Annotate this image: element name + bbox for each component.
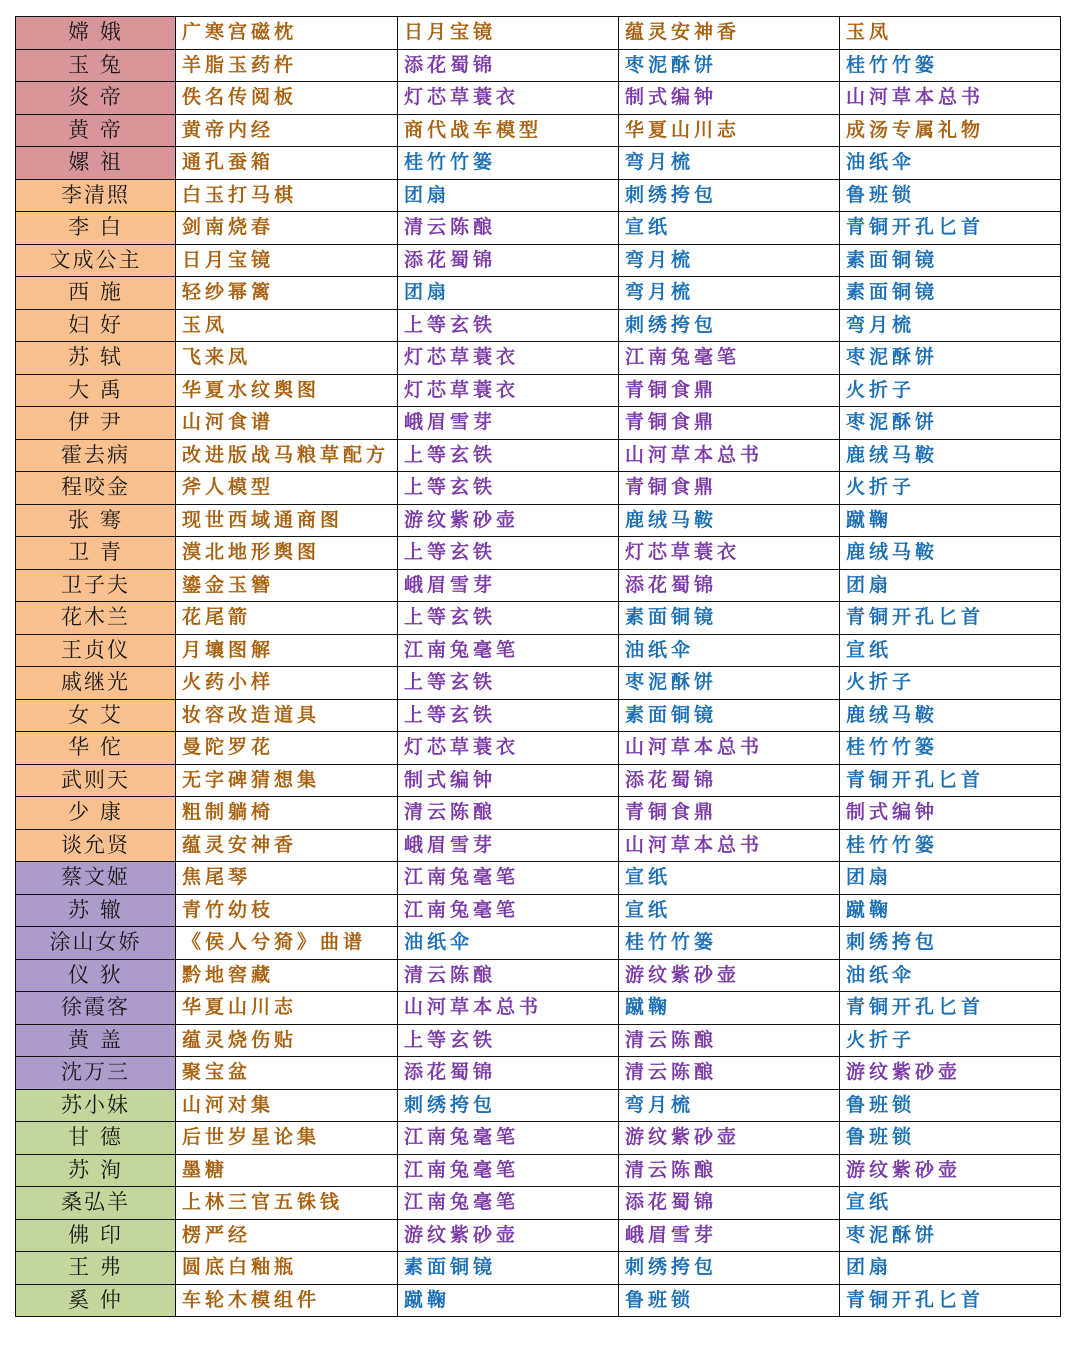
- table-row: [16, 504, 1061, 537]
- table-row: [16, 959, 1061, 992]
- gift-cell-3[interactable]: 弯月梳: [619, 277, 840, 310]
- gift-cell-4[interactable]: 桂竹竹篓: [840, 49, 1061, 82]
- character-name-cell[interactable]: 苏 辙: [16, 894, 176, 927]
- gift-cell-1[interactable]: 通孔蚕箱: [176, 147, 398, 180]
- table-row: [16, 1024, 1061, 1057]
- gift-cell-2[interactable]: 江南兔毫笔: [398, 862, 619, 895]
- table-row: [16, 439, 1061, 472]
- gift-cell-4[interactable]: 桂竹竹篓: [840, 829, 1061, 862]
- gift-cell-4[interactable]: 玉凤: [840, 17, 1061, 50]
- table-row: [16, 862, 1061, 895]
- gift-cell-1[interactable]: 山河对集: [176, 1089, 398, 1122]
- table-row: [16, 829, 1061, 862]
- gift-cell-3[interactable]: 峨眉雪芽: [619, 1219, 840, 1252]
- character-name-cell[interactable]: 卫 青: [16, 537, 176, 570]
- gift-cell-3[interactable]: 游纹紫砂壶: [619, 959, 840, 992]
- gift-cell-4[interactable]: 弯月梳: [840, 309, 1061, 342]
- gift-cell-2[interactable]: 上等玄铁: [398, 699, 619, 732]
- character-name-cell[interactable]: 苏 轼: [16, 342, 176, 375]
- gift-cell-4[interactable]: 成汤专属礼物: [840, 114, 1061, 147]
- character-name-cell[interactable]: 卫子夫: [16, 569, 176, 602]
- table-row: [16, 797, 1061, 830]
- gift-cell-4[interactable]: 火折子: [840, 472, 1061, 505]
- gift-cell-3[interactable]: 刺绣挎包: [619, 1252, 840, 1285]
- gift-cell-4[interactable]: 制式编钟: [840, 797, 1061, 830]
- character-name-cell[interactable]: 涂山女娇: [16, 927, 176, 960]
- gift-cell-2[interactable]: 游纹紫砂壶: [398, 1219, 619, 1252]
- gift-cell-3[interactable]: 山河草本总书: [619, 829, 840, 862]
- gift-cell-1[interactable]: 《侯人兮猗》曲谱: [176, 927, 398, 960]
- gift-cell-1[interactable]: 无字碑猜想集: [176, 764, 398, 797]
- gift-cell-2[interactable]: 上等玄铁: [398, 309, 619, 342]
- character-name-cell[interactable]: 桑弘羊: [16, 1187, 176, 1220]
- gift-cell-2[interactable]: 团扇: [398, 179, 619, 212]
- character-name-cell[interactable]: 嫦 娥: [16, 17, 176, 50]
- gift-cell-1[interactable]: 山河食谱: [176, 407, 398, 440]
- gift-cell-4[interactable]: 火折子: [840, 667, 1061, 700]
- character-name-cell[interactable]: 武则天: [16, 764, 176, 797]
- gift-cell-1[interactable]: 焦尾琴: [176, 862, 398, 895]
- character-name-cell[interactable]: 苏小妹: [16, 1089, 176, 1122]
- gift-cell-2[interactable]: 灯芯草蓑衣: [398, 82, 619, 115]
- gift-cell-2[interactable]: 添花蜀锦: [398, 244, 619, 277]
- gift-cell-1[interactable]: 飞来凤: [176, 342, 398, 375]
- gift-cell-1[interactable]: 车轮木模组件: [176, 1284, 398, 1317]
- gift-cell-2[interactable]: 峨眉雪芽: [398, 569, 619, 602]
- gift-cell-3[interactable]: 游纹紫砂壶: [619, 1122, 840, 1155]
- gift-cell-3[interactable]: 添花蜀锦: [619, 1187, 840, 1220]
- character-name-cell[interactable]: 徐霞客: [16, 992, 176, 1025]
- gift-cell-2[interactable]: 清云陈酿: [398, 797, 619, 830]
- table-row: [16, 927, 1061, 960]
- gift-cell-3[interactable]: 青铜食鼎: [619, 374, 840, 407]
- gift-table-body: [16, 17, 1061, 1317]
- gift-cell-3[interactable]: 清云陈酿: [619, 1154, 840, 1187]
- table-row: [16, 17, 1061, 50]
- gift-cell-2[interactable]: 油纸伞: [398, 927, 619, 960]
- gift-cell-2[interactable]: 灯芯草蓑衣: [398, 342, 619, 375]
- gift-cell-4[interactable]: 素面铜镜: [840, 277, 1061, 310]
- gift-cell-3[interactable]: 宣纸: [619, 212, 840, 245]
- gift-cell-2[interactable]: 商代战车模型: [398, 114, 619, 147]
- gift-cell-4[interactable]: 枣泥酥饼: [840, 342, 1061, 375]
- table-row: [16, 764, 1061, 797]
- gift-cell-1[interactable]: 玉凤: [176, 309, 398, 342]
- character-name-cell[interactable]: 伊 尹: [16, 407, 176, 440]
- gift-cell-2[interactable]: 团扇: [398, 277, 619, 310]
- gift-cell-3[interactable]: 弯月梳: [619, 147, 840, 180]
- gift-cell-2[interactable]: 江南兔毫笔: [398, 1187, 619, 1220]
- table-row: [16, 472, 1061, 505]
- gift-cell-1[interactable]: 斧人模型: [176, 472, 398, 505]
- table-row: [16, 732, 1061, 765]
- gift-cell-4[interactable]: 山河草本总书: [840, 82, 1061, 115]
- gift-cell-4[interactable]: 枣泥酥饼: [840, 1219, 1061, 1252]
- gift-cell-1[interactable]: 广寒宫磁枕: [176, 17, 398, 50]
- gift-cell-4[interactable]: 鲁班锁: [840, 1122, 1061, 1155]
- table-row: [16, 374, 1061, 407]
- gift-cell-2[interactable]: 蹴鞠: [398, 1284, 619, 1317]
- character-name-cell[interactable]: 甘 德: [16, 1122, 176, 1155]
- table-row: [16, 602, 1061, 635]
- table-row: [16, 1252, 1061, 1285]
- gift-cell-3[interactable]: 宣纸: [619, 894, 840, 927]
- gift-cell-1[interactable]: 后世岁星论集: [176, 1122, 398, 1155]
- gift-cell-4[interactable]: 游纹紫砂壶: [840, 1057, 1061, 1090]
- gift-cell-3[interactable]: 清云陈酿: [619, 1057, 840, 1090]
- gift-cell-3[interactable]: 枣泥酥饼: [619, 49, 840, 82]
- character-name-cell[interactable]: 张 骞: [16, 504, 176, 537]
- table-row: [16, 1089, 1061, 1122]
- gift-cell-4[interactable]: 油纸伞: [840, 147, 1061, 180]
- gift-cell-1[interactable]: 聚宝盆: [176, 1057, 398, 1090]
- gift-cell-3[interactable]: 添花蜀锦: [619, 764, 840, 797]
- gift-cell-3[interactable]: 青铜食鼎: [619, 797, 840, 830]
- gift-cell-1[interactable]: 月壤图解: [176, 634, 398, 667]
- gift-table: [15, 16, 1061, 1317]
- gift-cell-4[interactable]: 青铜开孔匕首: [840, 992, 1061, 1025]
- table-row: [16, 569, 1061, 602]
- gift-cell-2[interactable]: 上等玄铁: [398, 1024, 619, 1057]
- gift-cell-2[interactable]: 灯芯草蓑衣: [398, 732, 619, 765]
- gift-cell-1[interactable]: 华夏山川志: [176, 992, 398, 1025]
- gift-cell-4[interactable]: 鹿绒马鞍: [840, 699, 1061, 732]
- gift-cell-3[interactable]: 山河草本总书: [619, 439, 840, 472]
- gift-cell-2[interactable]: 制式编钟: [398, 764, 619, 797]
- gift-cell-2[interactable]: 游纹紫砂壶: [398, 504, 619, 537]
- table-row: [16, 992, 1061, 1025]
- gift-cell-1[interactable]: 羊脂玉药杵: [176, 49, 398, 82]
- gift-cell-2[interactable]: 桂竹竹篓: [398, 147, 619, 180]
- gift-cell-1[interactable]: 圆底白釉瓶: [176, 1252, 398, 1285]
- character-name-cell[interactable]: 大 禹: [16, 374, 176, 407]
- gift-cell-3[interactable]: 青铜食鼎: [619, 472, 840, 505]
- gift-cell-3[interactable]: 灯芯草蓑衣: [619, 537, 840, 570]
- gift-cell-3[interactable]: 山河草本总书: [619, 732, 840, 765]
- gift-cell-2[interactable]: 日月宝镜: [398, 17, 619, 50]
- gift-cell-1[interactable]: 白玉打马棋: [176, 179, 398, 212]
- gift-cell-4[interactable]: 鲁班锁: [840, 1089, 1061, 1122]
- gift-cell-4[interactable]: 团扇: [840, 569, 1061, 602]
- gift-cell-2[interactable]: 添花蜀锦: [398, 49, 619, 82]
- gift-cell-4[interactable]: 鹿绒马鞍: [840, 439, 1061, 472]
- gift-cell-3[interactable]: 鲁班锁: [619, 1284, 840, 1317]
- table-row: [16, 699, 1061, 732]
- gift-cell-1[interactable]: 漠北地形舆图: [176, 537, 398, 570]
- gift-cell-1[interactable]: 轻纱幂篱: [176, 277, 398, 310]
- character-name-cell[interactable]: 王贞仪: [16, 634, 176, 667]
- gift-cell-2[interactable]: 江南兔毫笔: [398, 1154, 619, 1187]
- gift-cell-4[interactable]: 鹿绒马鞍: [840, 537, 1061, 570]
- gift-cell-2[interactable]: 上等玄铁: [398, 537, 619, 570]
- table-row: [16, 407, 1061, 440]
- gift-cell-2[interactable]: 山河草本总书: [398, 992, 619, 1025]
- table-row: [16, 244, 1061, 277]
- gift-cell-2[interactable]: 上等玄铁: [398, 667, 619, 700]
- table-row: [16, 894, 1061, 927]
- table-row: [16, 1219, 1061, 1252]
- gift-cell-4[interactable]: 青铜开孔匕首: [840, 1284, 1061, 1317]
- gift-cell-1[interactable]: 火药小样: [176, 667, 398, 700]
- character-name-cell[interactable]: 黄 盖: [16, 1024, 176, 1057]
- gift-cell-2[interactable]: 清云陈酿: [398, 212, 619, 245]
- gift-cell-4[interactable]: 油纸伞: [840, 959, 1061, 992]
- gift-cell-4[interactable]: 团扇: [840, 1252, 1061, 1285]
- gift-cell-4[interactable]: 团扇: [840, 862, 1061, 895]
- gift-cell-3[interactable]: 弯月梳: [619, 1089, 840, 1122]
- gift-cell-2[interactable]: 江南兔毫笔: [398, 634, 619, 667]
- gift-cell-4[interactable]: 桂竹竹篓: [840, 732, 1061, 765]
- gift-cell-4[interactable]: 蹴鞠: [840, 504, 1061, 537]
- gift-cell-3[interactable]: 蕴灵安神香: [619, 17, 840, 50]
- gift-cell-2[interactable]: 上等玄铁: [398, 439, 619, 472]
- gift-cell-4[interactable]: 枣泥酥饼: [840, 407, 1061, 440]
- table-row: [16, 1057, 1061, 1090]
- gift-cell-3[interactable]: 油纸伞: [619, 634, 840, 667]
- gift-cell-1[interactable]: 蕴灵烧伤贴: [176, 1024, 398, 1057]
- gift-cell-1[interactable]: 墨糖: [176, 1154, 398, 1187]
- gift-cell-1[interactable]: 妆容改造道具: [176, 699, 398, 732]
- character-name-cell[interactable]: 文成公主: [16, 244, 176, 277]
- gift-cell-2[interactable]: 刺绣挎包: [398, 1089, 619, 1122]
- gift-cell-1[interactable]: 剑南烧春: [176, 212, 398, 245]
- table-row: [16, 212, 1061, 245]
- character-name-cell[interactable]: 嫘 祖: [16, 147, 176, 180]
- character-name-cell[interactable]: 黄 帝: [16, 114, 176, 147]
- gift-cell-1[interactable]: 佚名传阅板: [176, 82, 398, 115]
- table-row: [16, 114, 1061, 147]
- gift-cell-1[interactable]: 改进版战马粮草配方: [176, 439, 398, 472]
- table-row: [16, 147, 1061, 180]
- gift-cell-1[interactable]: 现世西域通商图: [176, 504, 398, 537]
- gift-cell-4[interactable]: 青铜开孔匕首: [840, 602, 1061, 635]
- table-row: [16, 667, 1061, 700]
- gift-cell-3[interactable]: 素面铜镜: [619, 699, 840, 732]
- table-row: [16, 1154, 1061, 1187]
- gift-cell-4[interactable]: 蹴鞠: [840, 894, 1061, 927]
- table-row: [16, 342, 1061, 375]
- gift-cell-2[interactable]: 添花蜀锦: [398, 1057, 619, 1090]
- character-name-cell[interactable]: 谈允贤: [16, 829, 176, 862]
- character-name-cell[interactable]: 玉 兔: [16, 49, 176, 82]
- gift-cell-4[interactable]: 游纹紫砂壶: [840, 1154, 1061, 1187]
- gift-cell-2[interactable]: 峨眉雪芽: [398, 407, 619, 440]
- gift-cell-4[interactable]: 青铜开孔匕首: [840, 212, 1061, 245]
- gift-cell-2[interactable]: 峨眉雪芽: [398, 829, 619, 862]
- gift-cell-3[interactable]: 江南兔毫笔: [619, 342, 840, 375]
- gift-cell-2[interactable]: 灯芯草蓑衣: [398, 374, 619, 407]
- gift-cell-2[interactable]: 江南兔毫笔: [398, 894, 619, 927]
- character-name-cell[interactable]: 妇 好: [16, 309, 176, 342]
- gift-cell-4[interactable]: 火折子: [840, 374, 1061, 407]
- character-name-cell[interactable]: 炎 帝: [16, 82, 176, 115]
- gift-cell-3[interactable]: 刺绣挎包: [619, 179, 840, 212]
- gift-cell-2[interactable]: 素面铜镜: [398, 1252, 619, 1285]
- gift-cell-1[interactable]: 鎏金玉簪: [176, 569, 398, 602]
- gift-cell-2[interactable]: 上等玄铁: [398, 602, 619, 635]
- gift-cell-4[interactable]: 素面铜镜: [840, 244, 1061, 277]
- gift-cell-1[interactable]: 青竹幼枝: [176, 894, 398, 927]
- gift-cell-1[interactable]: 楞严经: [176, 1219, 398, 1252]
- table-row: [16, 1284, 1061, 1317]
- gift-cell-1[interactable]: 曼陀罗花: [176, 732, 398, 765]
- table-row: [16, 82, 1061, 115]
- table-row: [16, 537, 1061, 570]
- gift-cell-3[interactable]: 蹴鞠: [619, 992, 840, 1025]
- gift-cell-1[interactable]: 华夏水纹舆图: [176, 374, 398, 407]
- gift-cell-4[interactable]: 宣纸: [840, 1187, 1061, 1220]
- gift-cell-4[interactable]: 火折子: [840, 1024, 1061, 1057]
- gift-cell-1[interactable]: 蕴灵安神香: [176, 829, 398, 862]
- gift-cell-3[interactable]: 弯月梳: [619, 244, 840, 277]
- gift-cell-1[interactable]: 黔地窖藏: [176, 959, 398, 992]
- table-row: [16, 1122, 1061, 1155]
- character-name-cell[interactable]: 苏 洵: [16, 1154, 176, 1187]
- gift-cell-1[interactable]: 粗制躺椅: [176, 797, 398, 830]
- gift-cell-4[interactable]: 宣纸: [840, 634, 1061, 667]
- gift-cell-1[interactable]: 花尾箭: [176, 602, 398, 635]
- gift-cell-4[interactable]: 刺绣挎包: [840, 927, 1061, 960]
- character-name-cell[interactable]: 沈万三: [16, 1057, 176, 1090]
- table-row: [16, 1187, 1061, 1220]
- gift-cell-3[interactable]: 华夏山川志: [619, 114, 840, 147]
- gift-cell-3[interactable]: 制式编钟: [619, 82, 840, 115]
- character-name-cell[interactable]: 西 施: [16, 277, 176, 310]
- character-name-cell[interactable]: 王 弗: [16, 1252, 176, 1285]
- gift-cell-3[interactable]: 刺绣挎包: [619, 309, 840, 342]
- character-name-cell[interactable]: 李 白: [16, 212, 176, 245]
- character-name-cell[interactable]: 女 艾: [16, 699, 176, 732]
- character-name-cell[interactable]: 李清照: [16, 179, 176, 212]
- gift-cell-3[interactable]: 桂竹竹篓: [619, 927, 840, 960]
- character-name-cell[interactable]: 华 佗: [16, 732, 176, 765]
- character-name-cell[interactable]: 仪 狄: [16, 959, 176, 992]
- gift-cell-1[interactable]: 日月宝镜: [176, 244, 398, 277]
- gift-cell-3[interactable]: 清云陈酿: [619, 1024, 840, 1057]
- table-row: [16, 634, 1061, 667]
- character-name-cell[interactable]: 花木兰: [16, 602, 176, 635]
- gift-cell-1[interactable]: 上林三官五铢钱: [176, 1187, 398, 1220]
- gift-cell-2[interactable]: 江南兔毫笔: [398, 1122, 619, 1155]
- gift-cell-2[interactable]: 上等玄铁: [398, 472, 619, 505]
- gift-cell-3[interactable]: 素面铜镜: [619, 602, 840, 635]
- table-row: [16, 179, 1061, 212]
- character-name-cell[interactable]: 蔡文姬: [16, 862, 176, 895]
- gift-cell-3[interactable]: 枣泥酥饼: [619, 667, 840, 700]
- gift-cell-4[interactable]: 青铜开孔匕首: [840, 764, 1061, 797]
- gift-cell-3[interactable]: 鹿绒马鞍: [619, 504, 840, 537]
- character-name-cell[interactable]: 奚 仲: [16, 1284, 176, 1317]
- table-row: [16, 309, 1061, 342]
- character-name-cell[interactable]: 戚继光: [16, 667, 176, 700]
- gift-cell-1[interactable]: 黄帝内经: [176, 114, 398, 147]
- gift-cell-2[interactable]: 清云陈酿: [398, 959, 619, 992]
- table-row: [16, 277, 1061, 310]
- character-name-cell[interactable]: 霍去病: [16, 439, 176, 472]
- character-name-cell[interactable]: 程咬金: [16, 472, 176, 505]
- gift-cell-3[interactable]: 宣纸: [619, 862, 840, 895]
- character-name-cell[interactable]: 少 康: [16, 797, 176, 830]
- table-row: [16, 49, 1061, 82]
- gift-cell-3[interactable]: 青铜食鼎: [619, 407, 840, 440]
- character-name-cell[interactable]: 佛 印: [16, 1219, 176, 1252]
- gift-cell-3[interactable]: 添花蜀锦: [619, 569, 840, 602]
- gift-cell-4[interactable]: 鲁班锁: [840, 179, 1061, 212]
